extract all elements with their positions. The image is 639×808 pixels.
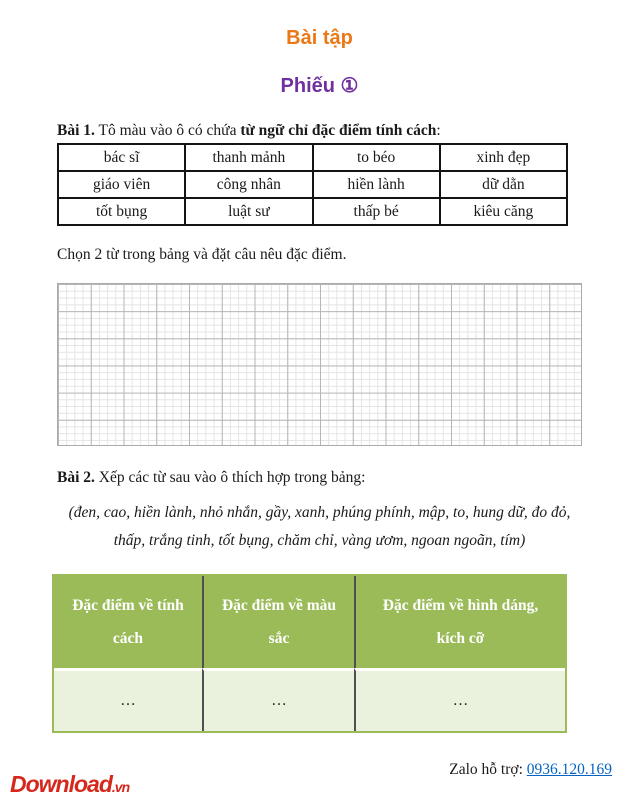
answer-cell-personality[interactable]: …: [54, 668, 202, 731]
column-header-color: Đặc điểm về màu sắc: [202, 576, 354, 668]
vocab-cell[interactable]: thanh mảnh: [185, 144, 312, 171]
zalo-support: [449, 761, 612, 779]
exercise2-prompt: Xếp các từ sau vào ô thích hợp trong bảng:: [94, 469, 366, 486]
page-subtitle: Phiếu ①: [280, 75, 359, 97]
exercise1-prompt-suffix: :: [436, 122, 441, 139]
vocab-cell[interactable]: tốt bụng: [58, 198, 185, 225]
exercise1-prompt-bold: từ ngữ chỉ đặc điểm tính cách: [240, 122, 437, 139]
vocab-cell[interactable]: kiêu căng: [440, 198, 567, 225]
word-list-line2: thấp, trắng tinh, tốt bụng, chăm chỉ, vàng ươm, ngoan ngoãn, tím): [113, 532, 526, 549]
page-title: Bài tập: [286, 27, 353, 49]
column-header-personality: Đặc điểm về tính cách: [54, 576, 202, 668]
exercise2-heading: [57, 468, 582, 487]
column-header-shape-size: Đặc điểm về hình dáng, kích cỡ: [354, 576, 565, 668]
logo-suffix: .vn: [111, 779, 130, 795]
vocab-cell[interactable]: hiền lành: [313, 171, 440, 198]
vocab-cell[interactable]: bác sĩ: [58, 144, 185, 171]
answer-cell-color[interactable]: …: [202, 668, 354, 731]
word-list: [57, 499, 582, 555]
vocab-cell[interactable]: giáo viên: [58, 171, 185, 198]
writing-grid-paper: [57, 283, 582, 446]
classification-table: [52, 574, 567, 733]
word-list-line1: (đen, cao, hiền lành, nhỏ nhắn, gầy, xanh, phúng phính, mập, to, hung dữ, đo đỏ,: [68, 504, 571, 521]
zalo-phone-link[interactable]: 0936.120.169: [526, 761, 612, 778]
exercise2-label: Bài 2.: [57, 469, 95, 486]
vocab-cell[interactable]: luật sư: [185, 198, 312, 225]
exercise1-heading: [57, 121, 582, 140]
exercise1-label: Bài 1.: [57, 122, 95, 139]
vocab-table-row: [58, 198, 567, 225]
vocab-table-row: [58, 144, 567, 171]
download-vn-logo: [10, 771, 129, 798]
answer-cell-shape-size[interactable]: …: [354, 668, 565, 731]
exercise1-instruction: Chọn 2 từ trong bảng và đặt câu nêu đặc điểm.: [57, 246, 347, 263]
zalo-support-label: Zalo hỗ trợ:: [449, 761, 527, 778]
logo-text: Download: [10, 771, 112, 797]
vocab-cell[interactable]: xinh đẹp: [440, 144, 567, 171]
vocab-cell[interactable]: thấp bé: [313, 198, 440, 225]
exercise1-prompt: Tô màu vào ô có chứa: [94, 122, 241, 139]
vocab-cell[interactable]: dữ dằn: [440, 171, 567, 198]
vocab-table-row: [58, 171, 567, 198]
vocab-cell[interactable]: to béo: [313, 144, 440, 171]
vocab-cell[interactable]: công nhân: [185, 171, 312, 198]
vocab-table: [57, 143, 568, 226]
